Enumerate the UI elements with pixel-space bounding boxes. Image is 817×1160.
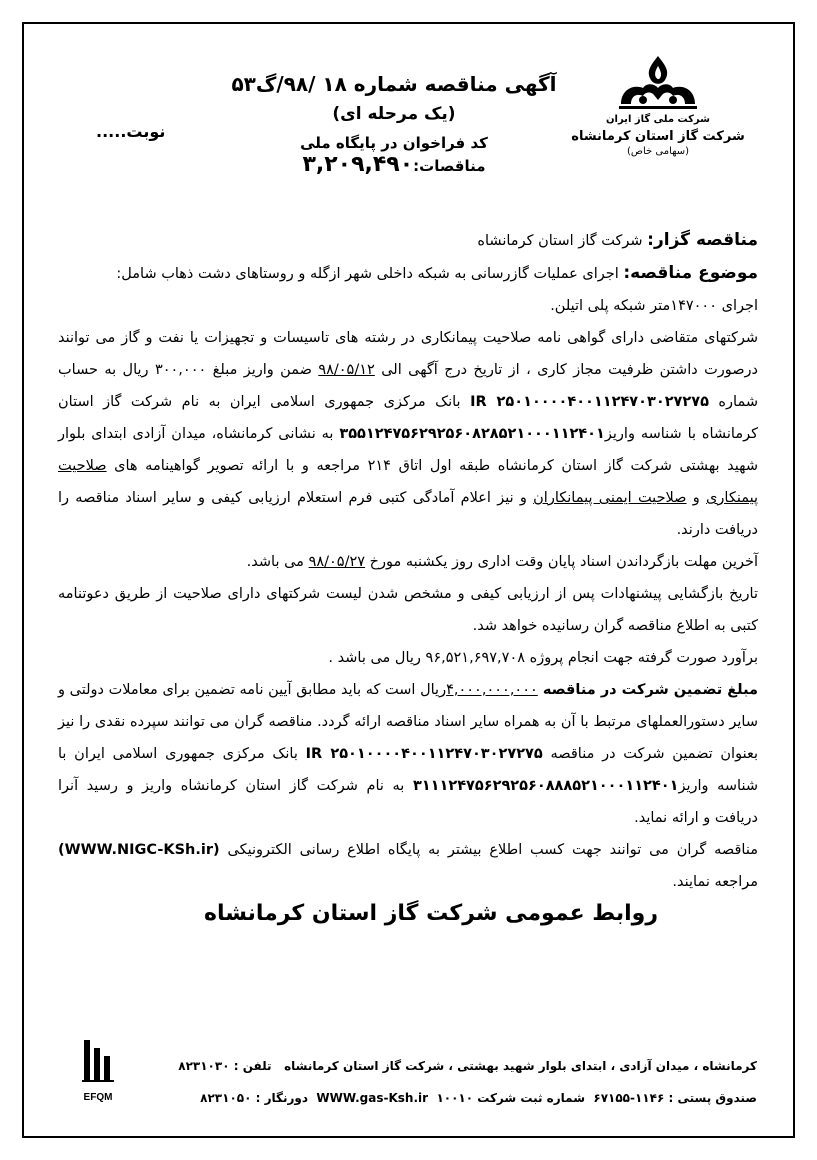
pr-signature: روابط عمومی شرکت گاز استان کرمانشاه bbox=[203, 901, 658, 926]
tenderer-value: شرکت گاز استان کرمانشاه bbox=[477, 233, 643, 249]
notice-stage: (یک مرحله ای) bbox=[332, 104, 456, 124]
footer-reg: ۱۰۰۱۰ bbox=[436, 1091, 474, 1105]
notice-title-block bbox=[224, 72, 564, 177]
logo-company-type: (سهامی خاص) bbox=[626, 146, 690, 157]
paragraph-deadline: آخرین مهلت بازگرداندن اسناد پایان وقت اداری روز یکشنبه مورخ ۹۸/۰۵/۲۷ می باشد. bbox=[246, 554, 758, 570]
deadline-date-1: ۹۸/۰۵/۱۲ bbox=[318, 362, 375, 378]
guarantee-amount: ۴,۰۰۰,۰۰۰,۰۰۰ bbox=[446, 682, 538, 698]
nobat-label: نوبت..... bbox=[96, 122, 166, 141]
footer-line-2: صندوق پستی : ۱۱۴۶-۶۷۱۵۵ شماره ثبت شرکت ۱۰۰۱۰ WWW.gas-Ksh.ir دورنگار : ۸۲۳۱۰۵۰ bbox=[200, 1091, 757, 1105]
footer-line-1: کرمانشاه ، میدان آزادی ، ابتدای بلوار شهید بهشتی ، شرکت گاز استان کرمانشاه تلفن : ۸۲۳۱۰۳۰ bbox=[178, 1059, 757, 1073]
notice-body bbox=[58, 224, 758, 930]
subject-line bbox=[58, 257, 758, 290]
notice-header bbox=[24, 24, 793, 194]
account-number-1: IR ۲۵۰۱۰۰۰۰۴۰۰۱۱۲۴۷۰۳۰۲۷۲۷۵ bbox=[470, 394, 709, 410]
footer-contact bbox=[117, 1050, 757, 1114]
paragraph-eligibility: شرکتهای متقاضی دارای گواهی نامه صلاحیت پیمانکاری در رشته های تاسیسات و تجهیزات یا نفت و گاز می توانند درصورت داشتن ظرفیت مجاز کاری ، از تاریخ درج آگهی الی ۹۸/۰۵/۱۲ ضمن واریز مبلغ ۳۰۰,۰۰۰ ریال به حساب شماره IR ۲۵۰۱۰۰۰۰۴۰۰۱۱۲۴۷۰۳۰۲۷۲۷۵ بانک مرکزی جمهوری اسلامی ایران به نام شرکت گاز استان کرمانشاه با شناسه واریز۳۵۵۱۲۴۷۵۶۲۹۲۵۶۰۸۲۸۵۲۱۰۰۰۱۱۲۴۰۱ به نشانی کرمانشاه، میدان آزادی ابتدای بلوار شهید بهشتی شرکت گاز استان کرمانشاه طبقه اول اتاق ۲۱۴ مراجعه و با ارائه تصویر گواهینامه های صلاحیت پیمنکاری و صلاحیت ایمنی پیمانکاران و نیز اعلام آمادگی کتبی فرم استعلام ارزیابی کیفی و سایر اسناد مناقصه را دریافت دارند. bbox=[58, 330, 758, 538]
tenderer-label: مناقصه گزار: bbox=[647, 230, 758, 250]
gas-flame-logo-icon bbox=[613, 54, 703, 112]
cert-contracting: صلاحیت پیمنکاری bbox=[58, 458, 758, 506]
footer-website[interactable]: WWW.gas-Ksh.ir bbox=[316, 1091, 429, 1105]
national-code bbox=[224, 134, 564, 177]
cert-safety: صلاحیت ایمنی پیمانکاران bbox=[533, 490, 687, 506]
payment-id-2: ۳۱۱۱۲۴۷۵۶۲۹۲۵۶۰۸۸۸۵۲۱۰۰۰۱۱۲۴۰۱ bbox=[412, 778, 679, 794]
website-link[interactable]: (WWW.NIGC-KSh.ir) bbox=[58, 842, 220, 858]
notice-title: آگهی مناقصه شماره ۱۸ /۹۸/گ۵۳ bbox=[231, 72, 557, 96]
tender-notice-page bbox=[22, 22, 795, 1138]
subject-label: موضوع مناقصه: bbox=[623, 263, 758, 283]
logo-company-name: شرکت ملی گاز ایران bbox=[606, 114, 710, 125]
payment-id-1: ۳۵۵۱۲۴۷۵۶۲۹۲۵۶۰۸۲۸۵۲۱۰۰۰۱۱۲۴۰۱ bbox=[339, 426, 605, 442]
national-code-label: کد فراخوان در پایگاه ملی مناقصات: bbox=[300, 134, 488, 175]
footer-pobox: ۱۱۴۶-۶۷۱۵۵ bbox=[593, 1091, 665, 1105]
paragraph-guarantee: مبلغ تضمین شرکت در مناقصه ۴,۰۰۰,۰۰۰,۰۰۰ریال است که باید مطابق آیین نامه تضمین برای معاملات دولتی و سایر دستورالعملهای مرتبط با آن به همراه سایر اسناد مناقصه ارائه گردد. مناقصه گران می توانند سپرده نقدی را نیز بعنوان تضمین شرکت در مناقصه IR ۲۵۰۱۰۰۰۰۴۰۰۱۱۲۴۷۰۳۰۲۷۲۷۵ بانک مرکزی جمهوری اسلامی ایران با شناسه واریز۳۱۱۱۲۴۷۵۶۲۹۲۵۶۰۸۸۸۵۲۱۰۰۰۱۱۲۴۰۱ به نام شرکت گاز استان کرمانشاه واریز و رسید آنرا دریافت و ارائه نماید. bbox=[58, 682, 758, 826]
paragraph-info: مناقصه گران می توانند جهت کسب اطلاع بیشتر به پایگاه اطلاع رسانی الکترونیکی (WWW.NIGC-KSh.ir) مراجعه نمایند. bbox=[58, 842, 758, 890]
efqm-building-icon bbox=[78, 1034, 118, 1086]
paragraph-opening: تاریخ بازگشایی پیشنهادات پس از ارزیابی کیفی و مشخص شدن لیست شرکتهای دارای صلاحیت از طریق دعوتنامه کتبی به اطلاع مناقصه گران رسانیده خواهد شد. bbox=[58, 586, 758, 634]
footer-address: کرمانشاه ، میدان آزادی ، ابتدای بلوار شهید بهشتی ، شرکت گاز استان کرمانشاه bbox=[284, 1059, 757, 1073]
subject-line-2: اجرای ۱۴۷۰۰۰متر شبکه پلی اتیلن. bbox=[550, 298, 758, 314]
logo-province-company: شرکت گاز استان کرمانشاه bbox=[571, 129, 745, 144]
subject-value: اجرای عملیات گازرسانی به شبکه داخلی شهر ازگله و روستاهای دشت ذهاب شامل: bbox=[116, 266, 619, 282]
footer-phone: ۸۲۳۱۰۳۰ bbox=[178, 1059, 230, 1073]
footer-fax: ۸۲۳۱۰۵۰ bbox=[200, 1091, 252, 1105]
deadline-date-2: ۹۸/۰۵/۲۷ bbox=[308, 554, 366, 570]
account-number-2: IR ۲۵۰۱۰۰۰۰۴۰۰۱۱۲۴۷۰۳۰۲۷۲۷۵ bbox=[305, 746, 543, 762]
nigc-logo bbox=[563, 54, 753, 157]
tenderer-line bbox=[58, 224, 758, 257]
notice-footer bbox=[24, 1014, 793, 1134]
national-code-value: ۳,۲۰۹,۴۹۰ bbox=[302, 152, 414, 177]
efqm-label: EFQM bbox=[83, 1092, 113, 1103]
paragraph-estimate: برآورد صورت گرفته جهت انجام پروژه ۹۶,۵۲۱,۶۹۷,۷۰۸ ریال می باشد . bbox=[328, 650, 758, 666]
